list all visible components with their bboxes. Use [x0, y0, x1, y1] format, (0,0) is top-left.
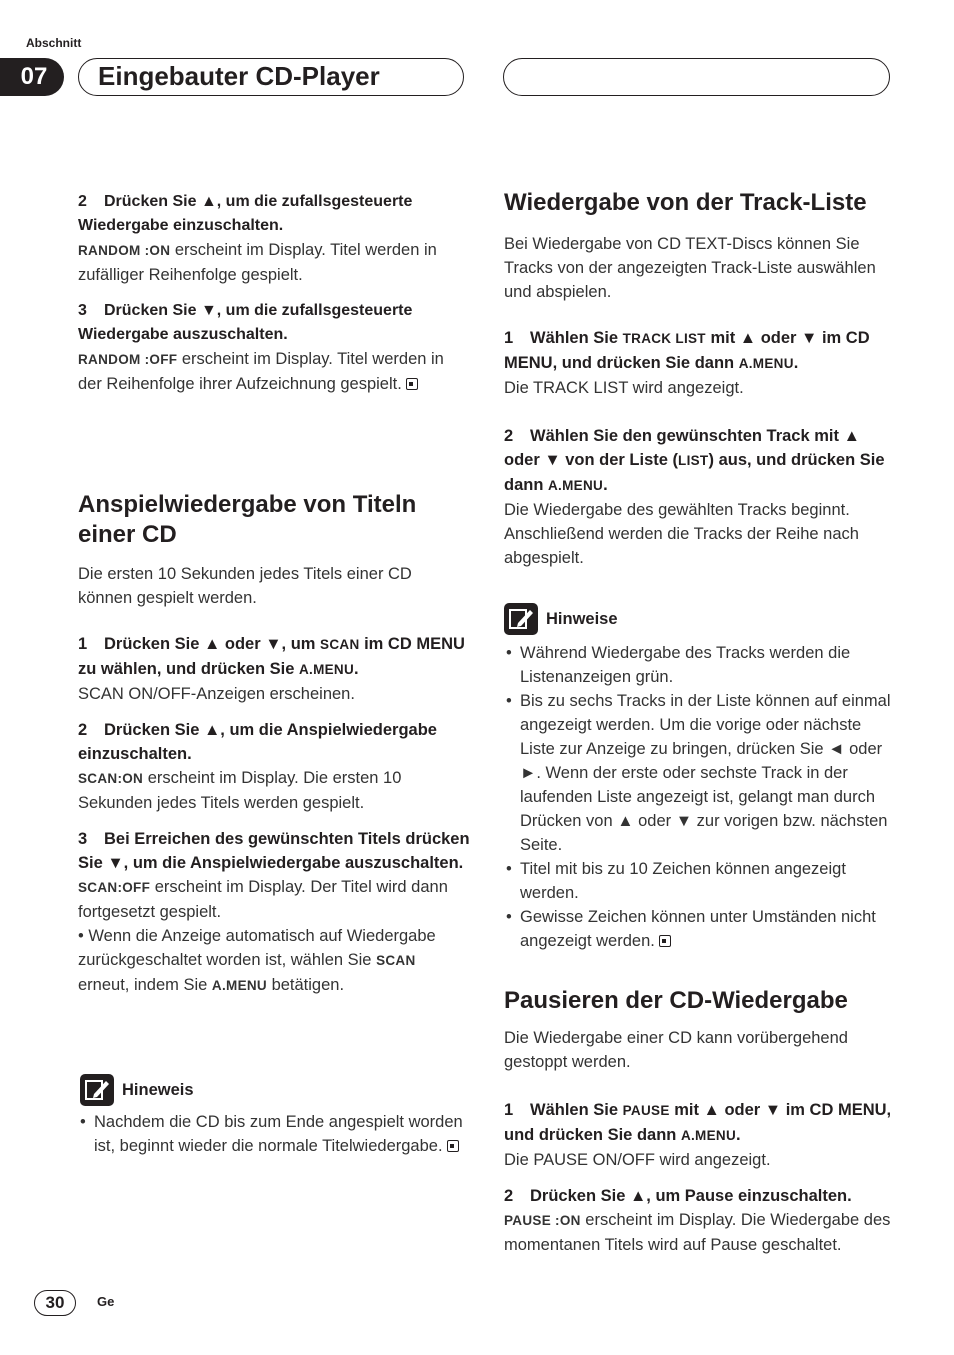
chapter-title: Eingebauter CD-Player	[98, 61, 380, 91]
scan-step-3: 3 Bei Erreichen des gewünschten Titels drücken Sie ▼, um die Anspielwiedergabe auszuschalten.	[78, 830, 470, 872]
random-step-2-result: RANDOM :ON erscheint im Display. Titel werden in zufälliger Reihenfolge gespielt.	[78, 241, 437, 284]
random-step-3: 3 Drücken Sie ▼, um die zufallsgesteuerte Wiedergabe auszuschalten.	[78, 302, 413, 343]
pause-section	[504, 986, 896, 1257]
note-item: • Bis zu sechs Tracks in der Liste können auf einmal angezeigt werden. Um die vorige oder nächste Liste zur Anzeige zu bringen, drücken Sie ◄ oder ►. Wenn der erste oder sechste Track in der laufenden Liste angezeigt ist, gelangt man durch Drücken von ▲ oder ▼ zur vorigen bzw. nächsten Seite.	[504, 689, 896, 857]
header-empty-frame	[503, 58, 890, 96]
tracklist-heading: Wiedergabe von der Track-Liste	[504, 189, 867, 216]
pause-step-1-result: Die PAUSE ON/OFF wird angezeigt.	[504, 1151, 771, 1169]
scan-bullet: • Wenn die Anzeige automatisch auf Wiedergabe zurückgeschaltet worden ist, wählen Sie SCAN erneut, indem Sie A.MENU betätigen.	[78, 927, 436, 994]
scan-heading: Anspielwiedergabe von Titeln einer CD	[78, 491, 417, 548]
notes-list	[504, 641, 896, 953]
random-play-steps	[78, 190, 470, 396]
tracklist-step-2-result: Die Wiedergabe des gewählten Tracks beginnt. Anschließend werden die Tracks der Reihe nach abgespielt.	[504, 501, 859, 567]
pencil-note-icon	[504, 603, 538, 635]
scan-step-3-result: SCAN:OFF erscheint im Display. Der Titel wird dann fortgesetzt gespielt.	[78, 878, 448, 921]
note-item: • Titel mit bis zu 10 Zeichen können angezeigt werden.	[504, 857, 896, 905]
note-list	[78, 1110, 470, 1158]
page-number: 30	[34, 1290, 76, 1316]
end-mark-icon	[659, 935, 671, 947]
pause-step-1: 1 Wählen Sie PAUSE mit ▲ oder ▼ im CD MENU, und drücken Sie dann A.MENU.	[504, 1101, 892, 1144]
note-item: • Nachdem die CD bis zum Ende angespielt worden ist, beginnt wieder die normale Titelwiedergabe.	[78, 1110, 470, 1158]
pause-step-2: 2 Drücken Sie ▲, um Pause einzuschalten.	[504, 1187, 852, 1205]
tracklist-section	[504, 188, 896, 570]
section-label: Abschnitt	[26, 36, 82, 50]
scan-step-2: 2 Drücken Sie ▲, um die Anspielwiedergabe einzuschalten.	[78, 721, 437, 763]
tracklist-intro: Bei Wiedergabe von CD TEXT-Discs können Sie Tracks von der angezeigten Track-Liste auswählen und abspielen.	[504, 235, 876, 301]
notes-header	[504, 603, 896, 635]
pause-intro: Die Wiedergabe einer CD kann vorübergehend gestoppt werden.	[504, 1029, 848, 1071]
random-step-3-result: RANDOM :OFF erscheint im Display. Titel werden in der Reihenfolge ihrer Aufzeichnung gespielt.	[78, 350, 444, 393]
tracklist-step-2: 2 Wählen Sie den gewünschten Track mit ▲ oder ▼ von der Liste (LIST) aus, und drücken Sie dann A.MENU.	[504, 427, 885, 494]
end-mark-icon	[447, 1140, 459, 1152]
pause-step-2-result: PAUSE :ON erscheint im Display. Die Wiedergabe des momentanen Titels wird auf Pause geschaltet.	[504, 1211, 891, 1254]
tracklist-step-1-result: Die TRACK LIST wird angezeigt.	[504, 379, 744, 397]
scan-step-1: 1 Drücken Sie ▲ oder ▼, um SCAN im CD MENU zu wählen, und drücken Sie A.MENU.	[78, 635, 465, 678]
random-step-2: 2 Drücken Sie ▲, um die zufallsgesteuerte Wiedergabe einzuschalten.	[78, 193, 413, 234]
scan-step-2-result: SCAN:ON erscheint im Display. Die ersten 10 Sekunden jedes Titels werden gespielt.	[78, 769, 402, 812]
tracklist-notes	[504, 603, 896, 953]
note-title: Hineweis	[122, 1081, 194, 1099]
end-mark-icon	[406, 378, 418, 390]
note-item: • Während Wiedergabe des Tracks werden die Listenanzeigen grün.	[504, 641, 896, 689]
language-code: Ge	[97, 1294, 115, 1309]
tracklist-step-1: 1 Wählen Sie TRACK LIST mit ▲ oder ▼ im CD MENU, und drücken Sie dann A.MENU.	[504, 329, 870, 372]
pencil-note-icon	[80, 1074, 114, 1106]
scan-section	[78, 490, 470, 998]
scan-step-1-result: SCAN ON/OFF-Anzeigen erscheinen.	[78, 685, 355, 703]
notes-title: Hinweise	[546, 610, 618, 628]
note-item: • Gewisse Zeichen können unter Umständen nicht angezeigt werden.	[504, 905, 896, 953]
scan-note	[78, 1074, 470, 1158]
scan-intro: Die ersten 10 Sekunden jedes Titels einer CD können gespielt werden.	[78, 565, 412, 607]
note-header	[80, 1074, 470, 1106]
chapter-number-badge: 07	[0, 58, 64, 96]
pause-heading: Pausieren der CD-Wiedergabe	[504, 987, 848, 1014]
